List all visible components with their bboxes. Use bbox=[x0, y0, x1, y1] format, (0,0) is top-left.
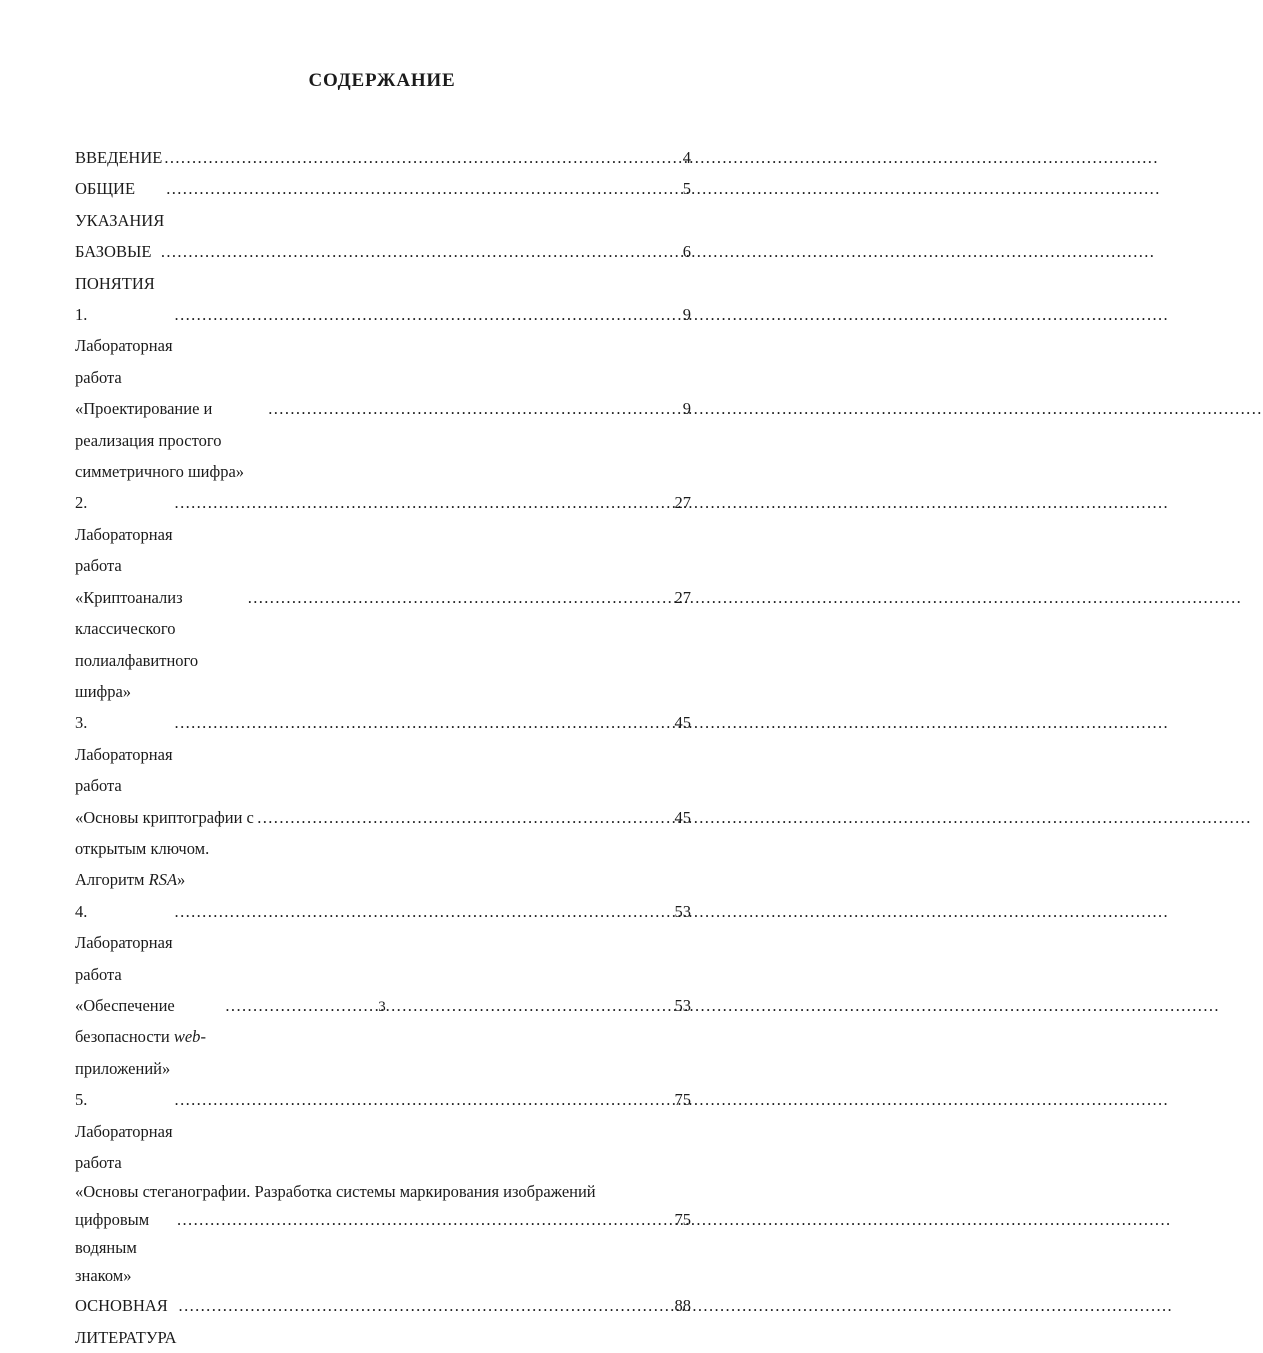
toc-entry bbox=[75, 173, 691, 236]
dot-leader bbox=[175, 1084, 673, 1115]
dot-leader bbox=[166, 173, 681, 204]
page-title: СОДЕРЖАНИЕ bbox=[308, 70, 456, 91]
toc-entry bbox=[75, 802, 691, 896]
toc-entry-title: ОСНОВНАЯ ЛИТЕРАТУРА bbox=[75, 1296, 177, 1347]
toc-entry bbox=[75, 896, 691, 990]
dot-leader bbox=[175, 299, 681, 330]
toc-page-number: 75 bbox=[674, 1210, 691, 1230]
dot-leader bbox=[177, 1206, 673, 1234]
toc-entry-title: ОБЩИЕ УКАЗАНИЯ bbox=[75, 179, 165, 230]
toc-entry bbox=[75, 393, 691, 487]
toc-entry bbox=[75, 1084, 691, 1178]
toc-entry-title: БАЗОВЫЕ ПОНЯТИЯ bbox=[75, 242, 156, 293]
dot-leader bbox=[164, 142, 680, 173]
table-of-contents bbox=[75, 142, 691, 1353]
toc-page-number: 75 bbox=[674, 1090, 691, 1110]
toc-entry bbox=[75, 236, 691, 299]
toc-page-number: 5 bbox=[682, 179, 691, 199]
toc-entry bbox=[75, 142, 691, 173]
toc-page-number: 45 bbox=[674, 713, 691, 733]
toc-entry-title: «Криптоанализ классического полиалфавитного шифра» bbox=[75, 587, 203, 701]
toc-entry bbox=[75, 1290, 691, 1353]
toc-entry-title: «Основы криптографии с открытым ключом. Алгоритм RSA» bbox=[75, 807, 259, 890]
toc-page-number: 53 bbox=[674, 995, 691, 1015]
toc-entry-title: 2. Лабораторная работа bbox=[75, 493, 177, 576]
dot-leader bbox=[161, 236, 681, 267]
toc-entry bbox=[75, 299, 691, 393]
toc-page-number: 6 bbox=[682, 242, 691, 262]
toc-page-number: 27 bbox=[674, 587, 691, 607]
dot-leader bbox=[175, 707, 673, 738]
toc-page-number: 27 bbox=[674, 493, 691, 513]
toc-page-number: 9 bbox=[682, 305, 691, 325]
toc-entry-title: «Обеспечение безопасности web-приложений» bbox=[75, 995, 206, 1078]
dot-leader bbox=[175, 487, 673, 518]
toc-entry-title: 1. Лабораторная работа bbox=[75, 305, 177, 387]
dot-leader bbox=[248, 582, 673, 613]
dot-leader bbox=[257, 802, 672, 833]
toc-entry bbox=[75, 487, 691, 581]
toc-entry-title: 5. Лабораторная работа bbox=[75, 1090, 177, 1172]
toc-page-number: 4 bbox=[682, 148, 691, 167]
toc-page-number: 9 bbox=[682, 399, 691, 419]
toc-entry bbox=[75, 707, 691, 801]
toc-entry-title: цифровым водяным знаком» bbox=[75, 1210, 154, 1286]
toc-entry-title: ВВЕДЕНИЕ bbox=[75, 148, 163, 167]
toc-entry bbox=[75, 1178, 691, 1206]
toc-page-number: 53 bbox=[674, 901, 691, 921]
toc-entry bbox=[75, 1206, 691, 1290]
dot-leader bbox=[268, 393, 681, 424]
toc-entry-title: 3. Лабораторная работа bbox=[75, 713, 177, 796]
dot-leader bbox=[175, 896, 673, 927]
toc-page-number: 45 bbox=[674, 807, 691, 827]
toc-entry-title: 4. Лабораторная работа bbox=[75, 901, 177, 984]
dot-leader bbox=[179, 1290, 673, 1321]
toc-entry bbox=[75, 582, 691, 708]
toc-entry-title: «Основы стеганографии. Разработка системы маркирования изображений bbox=[75, 1182, 596, 1202]
toc-entry-title: «Проектирование и реализация простого симметричного шифра» bbox=[75, 399, 245, 482]
footer-page-number: 3 bbox=[378, 999, 386, 1015]
toc-page-number: 88 bbox=[674, 1296, 691, 1316]
